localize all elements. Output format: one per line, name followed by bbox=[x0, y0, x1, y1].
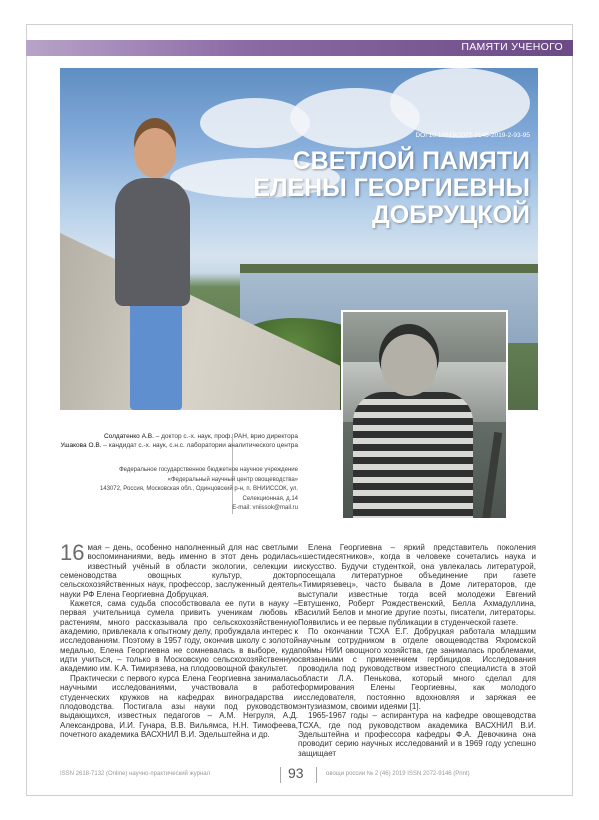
footer-right: овощи россии № 2 (46) 2019 ISSN 2072-9146 (Print) bbox=[326, 771, 470, 777]
author-name: Ушакова О.В. bbox=[60, 442, 102, 449]
author-desc: – доктор с.-х. наук, проф. РАН, врио директора bbox=[153, 433, 298, 440]
author-desc: – кандидат с.-х. наук, с.н.с. лаборатории аналитического центра bbox=[101, 442, 298, 449]
authors-block bbox=[60, 432, 298, 450]
footer-left: ISSN 2618-7132 (Online) научно-практический журнал bbox=[60, 771, 211, 777]
affiliation-line: Селекционная, д.14 bbox=[242, 495, 298, 502]
paragraph: По окончании ТСХА Е.Г. Добруцкая работала младшим научным сотрудником в отделе овощеводства Яхромской поймы НИИ овощного хозяйства, где занималась проблемами, связанными с применением гербицидов. Исследования проводила под руководством известного специалиста в этой области Л.А. Пеньковa, который много сделал для формирования Елены Георгиевны, как молодого исследователя, постоянно вдохновляя и заряжая ее энтузиазмом, своими идеями [1]. bbox=[298, 627, 536, 711]
paragraph: 16 мая – день, особенно наполненный для нас светлыми воспоминаниями, ведь именно в этот день родилась известный учёный в области экологии, селекции и семеноводства овощных культур, доктор сельскохозяйственных наук, профессор, заслуженный деятель науки РФ Елена Георгиевна Добруцкая. bbox=[60, 540, 298, 599]
affiliation-line: 143072, Россия, Московская обл., Одинцовский р-н, п. ВНИИССОК, ул. bbox=[99, 486, 298, 492]
divider bbox=[316, 767, 317, 783]
dropcap: 16 bbox=[60, 540, 85, 565]
doi-text: DOI 10.18619/2072-9146-2019-2-93-95 bbox=[415, 132, 530, 139]
title-line: СВЕТЛОЙ ПАМЯТИ bbox=[292, 147, 530, 175]
section-banner bbox=[26, 40, 573, 56]
archive-photo bbox=[341, 310, 508, 520]
paragraph: 1965-1967 годы – аспирантура на кафедре овощеводства ТСХА, где под руководством академика ВАСХНИЛ В.И. Эдельштейна и профессора кафедры Ф.А. Девочкина она проводит серию научных исследований и в 1969 году успешно защищает bbox=[298, 711, 536, 758]
paragraph: Практически с первого курса Елена Георгиевна занималась научными исследованиями, участвовала в работе студенческих кружков на кафедрах виноградарства и плодоводства. Постигала азы науки под руководством выдающихся, известных педагогов – А.М. Негруля, А.Д. Александрова, И.И. Гунара, В.В. Вильямса, Н.Н. Тимофеева, почетного академика ВАСХНИЛ В.И. Эдельштейна и др. bbox=[60, 673, 298, 739]
title-line: ЕЛЕНЫ ГЕОРГИЕВНЫ bbox=[253, 174, 530, 202]
affiliation-block bbox=[60, 466, 298, 514]
title-line: ДОБРУЦКОЙ bbox=[371, 201, 530, 229]
article-title bbox=[230, 148, 530, 229]
right-column bbox=[298, 543, 536, 758]
section-title: ПАМЯТИ УЧЕНОГО bbox=[461, 41, 563, 53]
paragraph: Кажется, сама судьба способствовала ее пути в науку – первая учительница сумела привить ученикам любовь к растениям, много рассказывала про сельскохозяйственную академию, привлекала к опытному делу, пробуждала интерес к исследованиям. Поэтому в 1957 году, окончив школу с золотой медалью, Елена Георгиевна не сомневалась в выборе, куда идти учиться, – только в Московскую сельскохозяйственную академию им. К.А. Тимирязева, на плодоовощной факультет. bbox=[60, 599, 298, 674]
left-column bbox=[60, 540, 298, 739]
affiliation-line: «Федеральный научный центр овощеводства» bbox=[167, 476, 298, 483]
page-number: 93 bbox=[288, 765, 304, 781]
author-name: Солдатенко А.В. bbox=[103, 433, 154, 440]
affiliation-email[interactable]: E-mail: vniissok@mail.ru bbox=[232, 505, 298, 511]
affiliation-line: Федеральное государственное бюджетное научное учреждение bbox=[119, 467, 298, 473]
paragraph: Елена Георгиевна – яркий представитель поколения «шестидесятников», когда в человеке сочетались наука и искусство. Будучи студенткой, она увлекалась литературой, посещала литературное объединение при газете «Тимирязевец», часто бывала в Доме литераторов, где выступали известные тогда всей молодежи Евгений Евтушенко, Роберт Рождественский, Белла Ахмадуллина, Василий Белов и многие другие поэты, писатели, литераторы. Появились и ее первые публикации в студенческой газете. bbox=[298, 543, 536, 627]
page-footer bbox=[60, 767, 538, 783]
divider bbox=[280, 767, 281, 783]
